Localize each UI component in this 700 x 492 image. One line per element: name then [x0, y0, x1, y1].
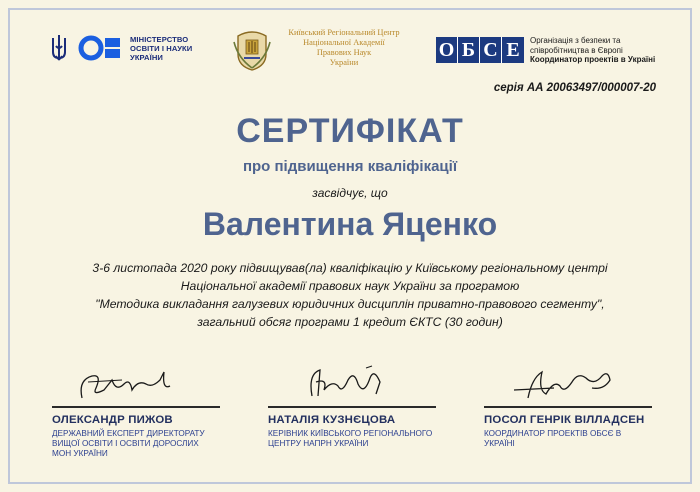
signature-line	[484, 406, 652, 408]
signatory-block	[52, 360, 222, 459]
kyiv-line: Національної Академії	[303, 38, 385, 47]
trident-icon	[50, 34, 68, 62]
signatory-block	[268, 360, 438, 449]
signatory-role	[268, 429, 438, 449]
body-line: загальний обсяг програми 1 кредит ЄКТС (30 годин)	[197, 315, 503, 329]
osce-name	[530, 36, 655, 65]
osce-coordinator-line: Координатор проектів в Україні	[530, 55, 656, 64]
signatory-name: ПОСОЛ ГЕНРІК ВІЛЛАДСЕН	[484, 413, 645, 426]
osce-letter: Б	[458, 37, 480, 63]
certificate-body	[40, 259, 660, 331]
osce-line: співробітництва в Європі	[530, 45, 623, 55]
signature-icon	[268, 360, 418, 404]
signatory-role	[52, 429, 222, 459]
ministry-name	[130, 35, 192, 62]
role-line: КЕРІВНИК КИЇВСЬКОГО РЕГІОНАЛЬНОГО	[268, 428, 433, 438]
signature-line	[52, 406, 220, 408]
signatory-block	[484, 360, 654, 449]
role-line: МОН УКРАЇНИ	[52, 448, 108, 458]
crest-icon	[232, 28, 272, 72]
ministry-mark-icon	[78, 34, 122, 62]
signatory-name: ОЛЕКСАНДР ПИЖОВ	[52, 413, 173, 426]
role-line: ДЕРЖАВНИЙ ЕКСПЕРТ ДИРЕКТОРАТУ	[52, 428, 205, 438]
osce-letter-box	[436, 37, 524, 63]
osce-letter: Е	[506, 38, 520, 61]
certificate-title: СЕРТИФІКАТ	[236, 112, 464, 150]
signature-icon	[52, 360, 202, 404]
body-line: 3-6 листопада 2020 року підвищував(ла) кваліфікацію у Київському регіональному центрі	[92, 261, 608, 275]
certificate-subtitle: про підвищення кваліфікації	[242, 158, 458, 175]
role-line: ВИЩОЇ ОСВІТИ І ОСВІТИ ДОРОСЛИХ	[52, 438, 199, 448]
kyiv-center-name	[278, 28, 410, 68]
role-line: КООРДИНАТОР ПРОЕКТІВ ОБСЄ В	[484, 428, 622, 438]
ministry-line: ОСВІТИ І НАУКИ	[130, 43, 193, 53]
signatory-role	[484, 429, 654, 449]
signature-line	[268, 406, 436, 408]
certifies-text: засвідчує, що	[312, 186, 388, 200]
kyiv-center-logo	[232, 28, 410, 72]
role-line: УКРАЇНІ	[484, 438, 515, 448]
osce-letter: О	[436, 37, 458, 63]
series-number: серія АА 20063497/000007-20	[493, 82, 656, 94]
body-line: "Методика викладання галузевих юридичних дисциплін приватно-правового сегменту",	[95, 297, 605, 311]
ministry-line: УКРАЇНИ	[130, 52, 163, 62]
kyiv-line: Правових Наук	[316, 48, 372, 57]
signatory-name: НАТАЛІЯ КУЗНЄЦОВА	[268, 413, 396, 426]
osce-letter: С	[480, 37, 502, 63]
ministry-logo	[50, 34, 192, 62]
osce-logo	[436, 36, 655, 65]
kyiv-line: України	[329, 58, 359, 67]
ministry-line: МІНІСТЕРСТВО	[130, 34, 189, 44]
recipient-name: Валентина Яценко	[202, 206, 498, 242]
kyiv-line: Київський Регіональний Центр	[288, 28, 400, 37]
role-line: ЦЕНТРУ НАПРН УКРАЇНИ	[268, 438, 369, 448]
body-line: Національної академії правових наук України за програмою	[180, 279, 520, 293]
signature-icon	[484, 360, 634, 404]
osce-line: Організація з безпеки та	[530, 36, 621, 45]
